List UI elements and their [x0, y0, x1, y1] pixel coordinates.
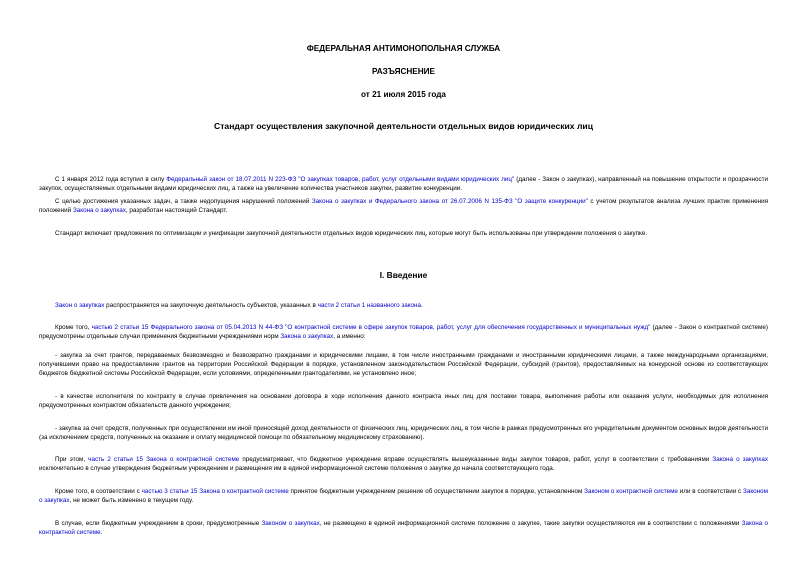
section-p6-text-1: При этом, — [55, 456, 89, 463]
section-p2-text-1: Кроме того, — [55, 324, 92, 331]
list-item-grants — [39, 351, 768, 378]
intro-paragraph-1 — [39, 175, 768, 193]
intro-p1-text-1: С 1 января 2012 года вступил в силу — [55, 176, 167, 183]
list-item-income-text: - закупка за счет средств, полученных при осуществлении им иной приносящей доход деятельности от физических лиц, юридических лиц, в том числе в рамках предусмотренных его учредительным документом основных видов деятельности (за исключением средств, полученных на оказание и оплату медицинской помощи по обязательному медицинскому страхованию). — [39, 425, 768, 441]
link-223-fz[interactable]: Федеральный закон от 18.07.2011 N 223-ФЗ "О закупках товаров, работ, услуг отдельными видами юридических лиц" — [166, 176, 515, 183]
section-p1-text-2: . — [421, 302, 423, 309]
section-p6-text-3: исключительно в случае утверждения бюджетным учреждением и размещения им в единой информационной системе положения о закупке до начала соответствующего года. — [39, 465, 555, 472]
link-44-fz-part-3-article-15[interactable]: частью 3 статьи 15 Закона о контрактной системе — [141, 488, 289, 495]
section-heading-introduction: I. Введение — [379, 270, 428, 280]
list-item-grants-text: - закупка за счет грантов, передаваемых безвозмездно и безвозвратно гражданами и юридическими лицами, в том числе иностранными гражданами и иностранными юридическими лицами, а также международными организациями, получившими право на предоставление грантов на территории Российской Федерации в порядке, установленном законодательством Российской Федерации, субсидий (грантов), предоставляемых на конкурсной основе из соответствующих бюджетов бюджетной системы Российской Федерации, если условиями, определенными грантодателями, не установлено иное; — [39, 352, 768, 377]
section-p8-text-1: В случае, если бюджетным учреждением в сроки, предусмотренные — [55, 520, 262, 527]
section-paragraph-6 — [39, 455, 768, 473]
intro-p3-text: Стандарт включает предложения по оптимизации и унификации закупочной деятельности отдельных видов юридических лиц, которые могут быть использованы при утверждении положения о закупке. — [55, 230, 648, 237]
link-zakon-o-zakupkah[interactable]: Закона о закупках — [712, 456, 768, 463]
link-article-1-part-2[interactable]: части 2 статьи 1 названного закона — [317, 302, 422, 309]
link-zakon-o-kontraktnoy-sisteme[interactable]: Законом о контрактной системе — [584, 488, 678, 495]
section-paragraph-1 — [39, 301, 768, 310]
section-p2-text-3: , а именно: — [333, 333, 366, 340]
link-44-fz-article-15[interactable]: частью 2 статьи 15 Федерального закона от 05.04.2013 N 44-ФЗ "О контрактной системе в сфере закупок товаров, работ, услуг для обеспечения государственных и муниципальных нужд" — [91, 324, 651, 331]
section-p1-text-1: распространяется на закупочную деятельность субъектов, указанных в — [104, 302, 318, 309]
section-paragraph-8 — [39, 519, 768, 537]
section-p7-text-2: принятое бюджетным учреждением решение об осуществлении закупок в порядке, установленном — [288, 488, 585, 495]
link-zakon-o-zakupkah[interactable]: Законом о закупках — [39, 488, 768, 504]
section-p2-text-2: (далее - Закон о контрактной системе) предусмотрены отдельные случаи применения бюджетными учреждениями норм — [39, 324, 768, 340]
intro-paragraph-3 — [39, 229, 768, 238]
section-paragraph-2 — [39, 323, 768, 341]
link-135-fz[interactable]: Закона о закупках и Федерального закона от 26.07.2006 N 135-ФЗ "О защите конкуренции" — [311, 198, 588, 205]
list-item-executor-text: - в качестве исполнителя по контракту в случае привлечения на основании договора в ходе исполнения данного контракта иных лиц для поставки товара, выполнения работы или оказания услуги, необходимых для исполнения предусмотренных контрактом обязательств данного учреждения; — [39, 393, 768, 409]
intro-p1-text-2: (далее - Закон о закупках), направленный на повышение открытости и прозрачности закупок, осуществляемых отдельными видами юридических лиц, а также на увеличение количества участников закупки, развитие конкуренции. — [39, 176, 769, 192]
intro-p2-text-2: с учетом результатов анализа лучших практик применения положений — [39, 198, 768, 214]
section-p7-text-1: Кроме того, в соответствии с — [55, 488, 142, 495]
link-zakon-o-zakupkah[interactable]: Закона о закупках — [280, 333, 334, 340]
section-p8-text-2: , не размещено в единой информационной системе положение о закупке, такие закупки осуществляются им в соответствии с положениями — [319, 520, 742, 527]
link-zakon-o-zakupkah[interactable]: Закон о закупках — [55, 302, 105, 309]
intro-paragraph-2 — [39, 197, 768, 215]
document-title: Стандарт осуществления закупочной деятельности отдельных видов юридических лиц — [214, 121, 593, 131]
section-p7-text-3: или в соответствии с — [677, 488, 744, 495]
section-p8-text-3: . — [100, 529, 103, 536]
document-type: РАЗЪЯСНЕНИЕ — [371, 67, 436, 76]
list-item-executor — [39, 392, 768, 410]
agency-name: ФЕДЕРАЛЬНАЯ АНТИМОНОПОЛЬНАЯ СЛУЖБА — [306, 44, 501, 53]
list-item-income — [39, 424, 768, 442]
link-zakon-o-kontraktnoy-sisteme[interactable]: Закона о контрактной системе — [39, 520, 769, 536]
link-44-fz-part-2-article-15[interactable]: часть 2 статьи 15 Закона о контрактной системе — [88, 456, 240, 463]
section-p7-text-4: , не может быть изменено в текущем году. — [69, 497, 194, 504]
link-zakon-o-zakupkah[interactable]: Законом о закупках — [261, 520, 320, 527]
section-paragraph-7 — [39, 487, 768, 505]
intro-p2-text-3: , разработан настоящий Стандарт. — [125, 207, 228, 214]
link-zakon-o-zakupkah[interactable]: Закона о закупках — [72, 207, 126, 214]
intro-p2-text-1: С целью достижения указанных задач, а также недопущения нарушений положений — [55, 198, 312, 205]
section-p6-text-2: предусматривает, что бюджетное учреждение вправе осуществлять вышеуказанные виды закупок товаров, работ, услуг в соответствии с требованиями — [239, 456, 713, 463]
document-date: от 21 июля 2015 года — [361, 90, 446, 99]
